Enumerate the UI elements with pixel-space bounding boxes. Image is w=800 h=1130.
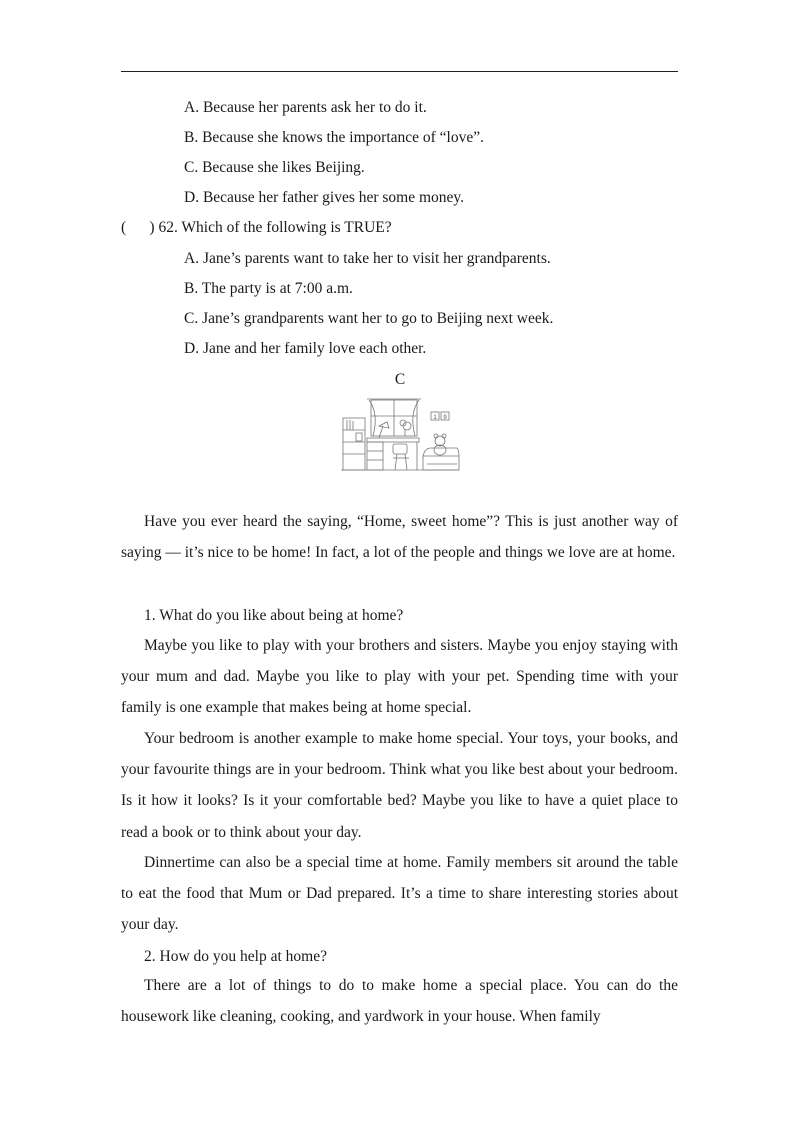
q62-option-c: C. Jane’s grandparents want her to go to Beijing next week.	[184, 310, 554, 327]
passage-heading-1: 1. What do you like about being at home?	[144, 607, 404, 624]
q61-option-d: D. Because her father gives her some money.	[184, 189, 465, 206]
q61-option-a: A. Because her parents ask her to do it.	[184, 99, 427, 116]
q62-option-a: A. Jane’s parents want to take her to visit her grandparents.	[184, 250, 551, 267]
q62-stem: ( ) 62. Which of the following is TRUE?	[121, 219, 392, 236]
passage-paragraph-3: Dinnertime can also be a special time at home. Family members sit around the table to eat the food that Mum or Dad prepared. It’s a time to share interesting stories about your day.	[121, 854, 678, 934]
calendar-digit-1: 1	[433, 415, 437, 421]
bedroom-illustration	[339, 396, 461, 476]
header-rule	[121, 71, 678, 72]
q62-option-b: B. The party is at 7:00 a.m.	[184, 280, 353, 297]
q61-option-b: B. Because she knows the importance of “love”.	[184, 129, 485, 146]
passage-paragraph-4: There are a lot of things to do to make home a special place. You can do the housework like cleaning, cooking, and yardwork in your house. When family	[121, 977, 678, 1026]
passage-heading-2: 2. How do you help at home?	[144, 948, 327, 965]
passage-paragraph-1: Maybe you like to play with your brothers and sisters. Maybe you enjoy staying with your mum and dad. Maybe you like to play with your pet. Spending time with your family is one example that makes being at home special.	[121, 637, 678, 717]
calendar-digit-2: 9	[443, 415, 447, 421]
q61-option-c: C. Because she likes Beijing.	[184, 159, 365, 176]
q62-option-d: D. Jane and her family love each other.	[184, 340, 427, 357]
passage-intro: Have you ever heard the saying, “Home, sweet home”? This is just another way of saying — it’s nice to be home! In fact, a lot of the people and things we love are at home.	[121, 513, 678, 562]
section-letter: C	[394, 371, 406, 388]
passage-paragraph-2: Your bedroom is another example to make home special. Your toys, your books, and your favourite things are in your bedroom. Think what you like best about your bedroom. Is it how it looks? Is it your comfortable bed? Maybe you like to have a quiet place to read a book or to think about your day.	[121, 730, 678, 841]
